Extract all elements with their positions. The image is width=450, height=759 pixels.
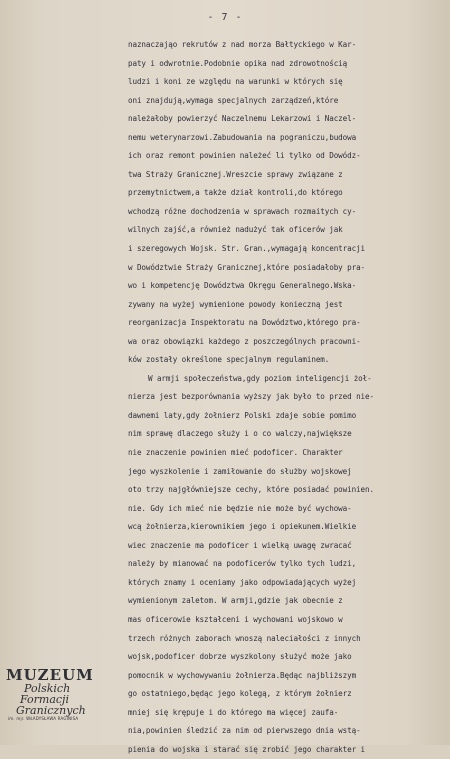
text-line: zywany na wyżej wymienione powody konieczną jest [128,299,343,309]
text-line: nie. Gdy ich mieć nie będzie nie może być wychowa- [128,503,352,513]
museum-stamp [6,668,122,722]
text-line: których znamy i oceniamy jako odpowiadających wyżej [128,577,357,587]
text-line: twa Straży Granicznej.Wreszcie sprawy związane z [128,169,343,179]
stamp-line-4: Granicznych [16,704,86,717]
text-line: nemu weterynarzowi.Zabudowania na pograniczu,budowa [128,132,357,142]
text-line: wymienionym zaletom. W armji,gdzie jak obecnie z [128,596,343,606]
text-line: dawnemi laty,gdy żołnierz Polski zdaje sobie pomimo [128,410,357,420]
text-line: jego wyszkolenie i zamiłowanie do służby wojskowej [128,466,352,476]
stamp-line-5: im. mjr. WŁADYSŁAWA RAGINISA [8,716,79,721]
body-text [128,36,446,759]
text-line: wo i kompetencję Dowództwa Okręgu Generalnego.Wska- [128,281,357,291]
text-line: ludzi i koni ze względu na warunki w których się [128,77,343,87]
text-line: nim sprawę dlaczego służy i o co walczy,największe [128,429,352,439]
text-line: należy by mianować na podoficerów tylko tych ludzi, [128,559,357,569]
text-line: nierza jest bezporównania wyższy jak było to przed nie- [128,392,374,402]
text-line: wcą żołnierza,kierownikiem jego i opiekunem.Wielkie [128,522,357,532]
text-line: wilnych zajść,a również nadużyć tak oficerów jak [128,225,343,235]
text-line: nia,powinien śledzić za nim od pierwszego dnia wstą- [128,726,361,736]
text-line: mniej się krępuje i do którego ma więcej zaufa- [128,707,339,717]
text-line: i szeregowych Wojsk. Str. Gran.,wymagają koncentracji [128,244,366,254]
text-line: oni znajdują,wymaga specjalnych zarządzeń,które [128,95,339,105]
text-line: trzech różnych zaborach wnoszą naleciałości z innych [128,633,361,643]
text-line: pienia do wojska i starać się zrobić jego charakter i [128,744,366,754]
text-line: w Dowództwie Straży Granicznej,które posiadałoby pra- [128,262,366,272]
stamp-line-1: MUZEUM [6,666,94,684]
text-line: pomocnik w wychowywaniu żołnierza.Będąc najbliższym [128,670,357,680]
text-line: go ostatniego,będąc jego kolegą, z którym żołnierz [128,689,352,699]
text-line: przemytnictwem,a także dział kontroli,do którego [128,188,343,198]
text-line: wiec znaczenie ma podoficer i wielką uwagę zwracać [128,540,352,550]
text-line: należałoby powierzyć Naczelnemu Lekarzowi i Naczel- [128,114,357,124]
text-line: paty i odwrotnie.Podobnie opika nad zdrowotnością [128,58,348,68]
text-line: wa oraz obowiązki każdego z poszczególnych pracowni- [128,336,361,346]
text-line: oto trzy najgłówniejsze cechy, które posiadać powinien. [128,485,374,495]
text-line: mas oficerowie kształceni i wychowani wojskowo w [128,614,343,624]
text-line: wojsk,podoficer dobrze wyszkolony służyć może jako [128,652,352,662]
page-number: - 7 - [207,12,243,23]
text-line: W armji społeczeństwa,gdy poziom inteligencji żoł- [148,373,372,383]
stamp-line-2: Polskich [24,682,71,695]
stamp-line-3: Formacji [20,693,69,706]
text-line: wchodzą różne dochodzenia w sprawach rozmaitych cy- [128,206,357,216]
text-line: nie znaczenie powinien mieć podoficer. Charakter [128,448,343,458]
text-line: ków zostały określone specjalnym regulaminem. [128,355,330,365]
text-line: naznaczająo rekrutów z nad morza Bałtyckiego w Kar- [128,40,357,49]
text-line: reorganizacja Inspektoratu na Dowództwo,którego pra- [128,318,361,328]
text-line: ich oraz remont powinien należeć li tylko od Dowódz- [128,151,361,161]
